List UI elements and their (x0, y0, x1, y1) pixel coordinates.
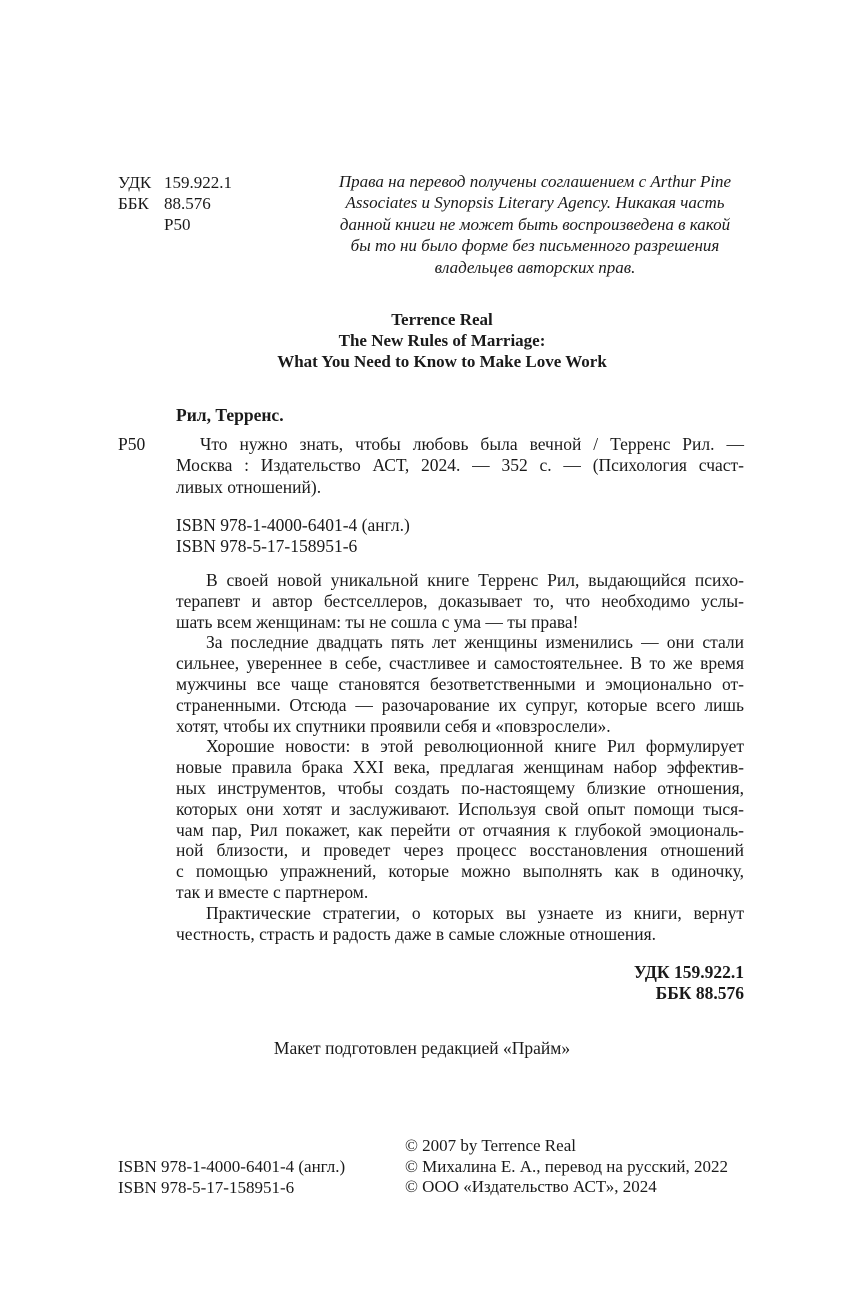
author-heading: Рил, Терренс. (176, 405, 284, 425)
udk-label: УДК (118, 173, 152, 192)
annotation-line: новые правила брака XXI века, предлагая женщинам набор эффектив- (176, 757, 744, 778)
copyright-translation: © Михалина Е. А., перевод на русский, 2022 (405, 1156, 728, 1176)
annotation-line: ных инструментов, чтобы создать по-настоящему близкие отношения, (176, 777, 744, 798)
annotation-line: терапевт и автор бестселлеров, доказывает то, что необходимо услы- (176, 590, 744, 611)
rights-notice-line: Associates и Synopsis Literary Agency. Никакая часть (345, 193, 725, 213)
bbk-row (118, 193, 232, 214)
footer-isbn-english: ISBN 978-1-4000-6401-4 (англ.) (118, 1157, 346, 1176)
annotation-line: с помощью упражнений, которые можно выполнять как в одиночку, (176, 861, 744, 882)
rights-notice (320, 171, 750, 278)
annotation-line: честность, страсть и радость даже в самые сложные отношения. (176, 923, 657, 944)
footer-isbn-russian: ISBN 978-5-17-158951-6 (118, 1177, 295, 1197)
classification-codes-bottom (560, 962, 744, 1004)
annotation-line: хотят, чтобы их спутники проявили себя и «повзрослели». (176, 715, 611, 736)
rights-notice-line: владельцев авторских прав. (434, 257, 636, 277)
udk-row (118, 172, 232, 193)
udk-value: 159.922.1 (164, 173, 232, 192)
annotation-line: ной близости, и проведет через процесс восстановления отношений (176, 840, 744, 861)
bib-line: Москва : Издательство АСТ, 2024. — 352 с. — (Психология счаст- (176, 455, 744, 476)
annotation-line: мужчины все чаще становятся безответственными и эмоционально от- (176, 673, 744, 694)
original-author: Terrence Real (391, 310, 493, 329)
bbk-value: 88.576 (164, 194, 211, 213)
annotation-line: шать всем женщинам: ты не сошла с ума — ты права! (176, 611, 579, 632)
annotation-line: чам пар, Рил покажет, как перейти от отчаяния к глубокой эмоциональ- (176, 819, 744, 840)
author-code: Р50 (118, 434, 146, 454)
classification-codes-top (118, 172, 232, 235)
bbk-bottom: ББК 88.576 (655, 983, 744, 1003)
copyright-notices (405, 1136, 728, 1198)
bbk-label: ББК (118, 194, 149, 213)
original-edition (200, 309, 684, 372)
rights-notice-line: бы то ни было форме без письменного разрешения (350, 236, 720, 256)
bibliographic-description (176, 434, 744, 498)
author-mark-label (118, 214, 164, 235)
rights-notice-line: Права на перевод получены соглашением с Arthur Pine (338, 172, 732, 191)
original-title-line-1: The New Rules of Marriage: (338, 331, 546, 350)
isbn-list (176, 515, 410, 557)
original-title-line-2: What You Need to Know to Make Love Work (277, 352, 607, 371)
author-mark-row (118, 214, 232, 235)
annotation-line: Практические стратегии, о которых вы узнаете из книги, вернут (206, 902, 744, 923)
isbn-russian: ISBN 978-5-17-158951-6 (176, 536, 358, 556)
annotation-line: За последние двадцать пять лет женщины изменились — они стали (206, 632, 744, 653)
author-mark-value: Р50 (164, 215, 191, 234)
annotation-line: В своей новой уникальной книге Терренс Рил, выдающийся психо- (206, 570, 744, 590)
annotation (176, 570, 744, 944)
annotation-line: страненными. Отсюда — разочарование их супруг, которые всего лишь (176, 694, 744, 715)
bib-line: ливых отношений). (176, 476, 322, 497)
isbn-english: ISBN 978-1-4000-6401-4 (англ.) (176, 515, 410, 535)
annotation-line: сильнее, увереннее в себе, счастливее и самостоятельнее. В то же время (176, 653, 744, 674)
footer-isbn-list (118, 1157, 345, 1198)
rights-notice-line: данной книги не может быть воспроизведена в какой (339, 214, 731, 234)
annotation-line: которых они хотят и заслуживают. Используя свой опыт помощи тыся- (176, 798, 744, 819)
layout-note: Макет подготовлен редакцией «Прайм» (273, 1038, 571, 1058)
copyright-publisher: © ООО «Издательство АСТ», 2024 (405, 1177, 657, 1196)
annotation-line: Хорошие новости: в этой революционной книге Рил формулирует (206, 736, 744, 757)
udk-bottom: УДК 159.922.1 (633, 962, 744, 982)
annotation-line: так и вместе с партнером. (176, 881, 369, 902)
bib-line: Что нужно знать, чтобы любовь была вечной / Терренс Рил. — (200, 434, 744, 454)
copyright-original: © 2007 by Terrence Real (405, 1136, 576, 1155)
